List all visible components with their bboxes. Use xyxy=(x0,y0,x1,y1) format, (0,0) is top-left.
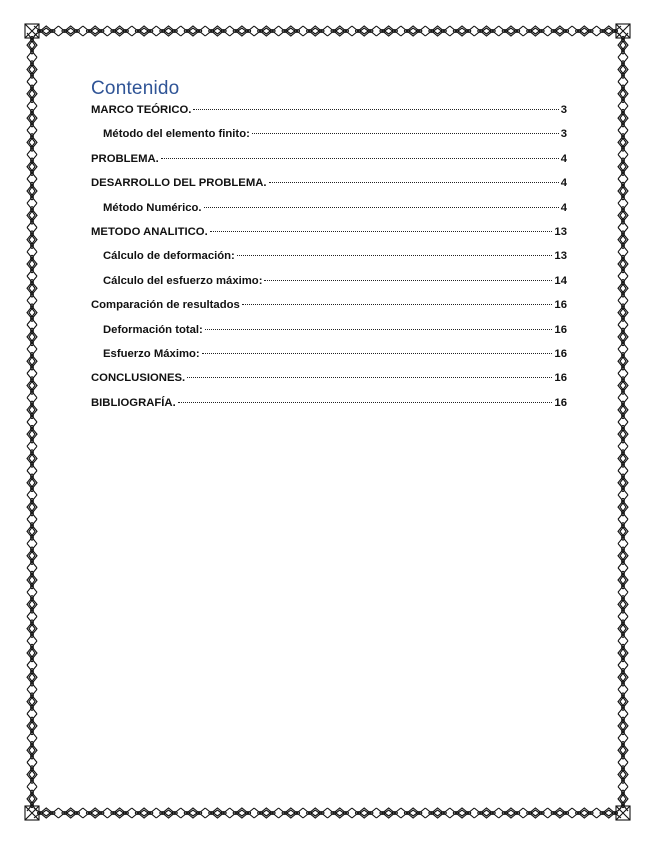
dot-leader xyxy=(205,329,553,330)
toc-entry-esfuerzo-maximo[interactable] xyxy=(91,348,567,372)
toc-entry-label: Cálculo del esfuerzo máximo: xyxy=(103,274,263,287)
dot-leader xyxy=(193,109,558,110)
toc-entry-comparacion-resultados[interactable] xyxy=(91,299,567,323)
toc-entry-label: BIBLIOGRAFÍA. xyxy=(91,396,176,409)
dot-leader xyxy=(252,133,559,134)
toc-entry-metodo-analitico[interactable] xyxy=(91,226,567,250)
toc-entry-problema[interactable] xyxy=(91,153,567,177)
border-corner-cross xyxy=(25,24,39,38)
toc-entry-label: Método del elemento finito: xyxy=(103,128,250,141)
dot-leader xyxy=(210,231,553,232)
toc-entry-label: PROBLEMA. xyxy=(91,152,159,165)
dot-leader xyxy=(269,182,559,183)
table-of-contents xyxy=(91,104,567,421)
toc-entry-label: METODO ANALITICO. xyxy=(91,225,208,238)
toc-entry-label: Deformación total: xyxy=(103,323,203,336)
border-corner-cross xyxy=(616,24,630,38)
dot-leader xyxy=(204,207,559,208)
toc-entry-marco-teorico[interactable] xyxy=(91,104,567,128)
toc-entry-desarrollo-problema[interactable] xyxy=(91,177,567,201)
toc-page-number: 16 xyxy=(554,323,567,336)
dot-leader xyxy=(242,304,553,305)
toc-page-number: 3 xyxy=(560,128,567,141)
dot-leader xyxy=(237,255,553,256)
toc-entry-label: Método Numérico. xyxy=(103,201,202,214)
toc-page-number: 4 xyxy=(560,152,567,165)
toc-page-number: 13 xyxy=(554,250,567,263)
toc-entry-conclusiones[interactable] xyxy=(91,372,567,396)
dot-leader xyxy=(187,377,552,378)
toc-entry-label: Cálculo de deformación: xyxy=(103,250,235,263)
border-corner-cross xyxy=(25,806,39,820)
toc-entry-label: CONCLUSIONES. xyxy=(91,372,186,385)
toc-entry-calculo-esfuerzo-maximo[interactable] xyxy=(91,275,567,299)
toc-entry-calculo-deformacion[interactable] xyxy=(91,250,567,274)
toc-page-number: 4 xyxy=(560,177,567,190)
dot-leader xyxy=(178,402,553,403)
toc-entry-label: MARCO TEÓRICO. xyxy=(91,104,192,116)
toc-entry-deformacion-total[interactable] xyxy=(91,324,567,348)
toc-page-number: 14 xyxy=(554,274,567,287)
toc-page-number: 13 xyxy=(554,225,567,238)
toc-entry-metodo-numerico[interactable] xyxy=(91,202,567,226)
dot-leader xyxy=(264,280,552,281)
toc-page-number: 16 xyxy=(554,372,567,385)
toc-page-number: 16 xyxy=(554,347,567,360)
dot-leader xyxy=(161,158,559,159)
toc-page-number: 3 xyxy=(560,104,567,116)
toc-page-number: 4 xyxy=(560,201,567,214)
toc-title: Contenido xyxy=(91,78,180,99)
toc-entry-label: DESARROLLO DEL PROBLEMA. xyxy=(91,177,267,190)
toc-entry-metodo-elemento-finito[interactable] xyxy=(91,128,567,152)
toc-page-number: 16 xyxy=(554,396,567,409)
border-corner-cross xyxy=(616,806,630,820)
toc-entry-label: Comparación de resultados xyxy=(91,299,240,312)
dot-leader xyxy=(202,353,553,354)
toc-page-number: 16 xyxy=(554,299,567,312)
toc-entry-label: Esfuerzo Máximo: xyxy=(103,347,200,360)
toc-entry-bibliografia[interactable] xyxy=(91,397,567,421)
